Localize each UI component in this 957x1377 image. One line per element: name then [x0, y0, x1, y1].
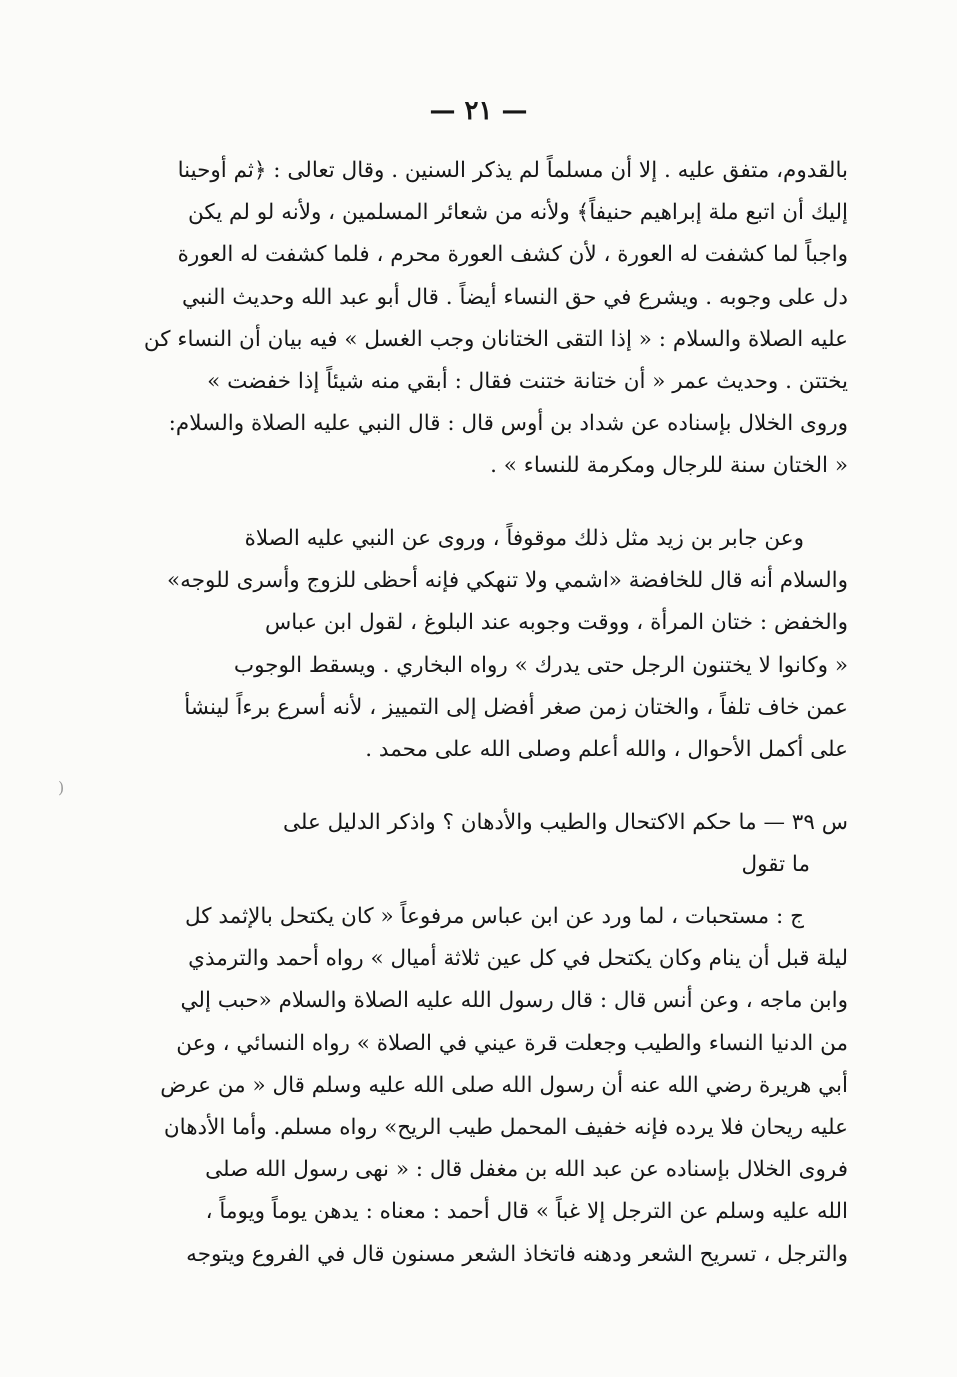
text-line: وابن ماجه ، وعن أنس قال : قال رسول الله عليه الصلاة والسلام «حبب إلي [180, 988, 848, 1014]
paragraph-2 [118, 518, 848, 771]
text-line: والترجل ، تسريح الشعر ودهنه فاتخاذ الشعر مسنون قال في الفروع ويتوجه [186, 1241, 848, 1267]
question-line: ما تقول [741, 852, 810, 878]
text-line: والسلام أنه قال للخافضة «اشمي ولا تنهكي فإنه أحظى للزوج وأسرى للوجه» [167, 568, 848, 594]
question-line: س ٣٩ — ما حكم الاكتحال والطيب والأدهان ؟ واذكر الدليل على [282, 810, 848, 835]
text-line: وروى الخلال بإسناده عن شداد بن أوس قال : قال النبي عليه الصلاة والسلام: [168, 411, 848, 437]
text-line: أبي هريرة رضي الله عنه أن رسول الله صلى الله عليه وسلم قال « من عرض [160, 1072, 848, 1098]
text-line: الله عليه وسلم عن الترجل إلا غباً » قال أحمد : معناه : يدهن يوماً ويوماً ، [205, 1199, 848, 1225]
margin-mark: ) [58, 778, 65, 797]
text-line: عليه الصلاة والسلام : « إذا التقى الختانان وجب الغسل » فيه بيان أن النساء كن [143, 326, 848, 352]
text-line: « وكانوا لا يختنون الرجل حتى يدرك » رواه البخاري . ويسقط الوجوب [233, 652, 848, 678]
question-39 [118, 802, 848, 886]
text-line: يختتن . وحديث عمر « أن ختانة ختنت فقال : أبقي منه شيئاً إذا خفضت » [207, 369, 848, 395]
text-line: « الختان سنة للرجال ومكرمة للنساء » . [490, 453, 848, 479]
text-line: واجباً لما كشفت له العورة ، لأن كشف العورة محرم ، فلما كشفت له العورة [177, 242, 848, 268]
text-line: بالقدوم، متفق عليه . إلا أن مسلماً لم يذكر السنين . وقال تعالى : ﴿ثم أوحينا [177, 158, 848, 183]
page-number: — ٢١ — [429, 96, 528, 126]
text-line: عمن خاف تلفاً ، والختان زمن صغر أفضل إلى التمييز ، لأنه أسرع برءاً لينشأ [184, 694, 848, 720]
text-line: إليك أن اتبع ملة إبراهيم حنيفاً﴾ ولأنه من شعائر المسلمين ، ولأنه لو لم يكن [187, 200, 848, 226]
text-line: دل على وجوبه . ويشرع في حق النساء أيضاً . قال أبو عبد الله وحديث النبي [182, 284, 848, 310]
text-line: فروى الخلال بإسناده عن عبد الله بن مغفل قال : « نهى رسول الله صلى [205, 1157, 848, 1183]
text-line: عليه ريحان فلا يرده فإنه خفيف المحمل طيب الريح» رواه مسلم. وأما الأدهان [163, 1115, 848, 1141]
text-line: ليلة قبل أن ينام وكان يكتحل في كل عين ثلاثة أميال » رواه أحمد والترمذي [188, 946, 848, 972]
text-line: على أكمل الأحوال ، والله أعلم وصلى الله على محمد . [365, 737, 848, 763]
text-line: وعن جابر بن زيد مثل ذلك موقوفاً ، وروى عن النبي عليه الصلاة [244, 526, 804, 551]
paragraph-1 [118, 150, 848, 488]
answer-paragraph [118, 896, 848, 1276]
text-line: ج : مستحبات ، لما ورد عن ابن عباس مرفوعاً « كان يكتحل بالإثمد كل [185, 904, 804, 929]
text-line: والخفض : ختان المرأة ، ووقت وجوبه عند البلوغ ، لقول ابن عباس [264, 610, 848, 636]
text-line: من الدنيا النساء والطيب وجعلت قرة عيني في الصلاة » رواه النسائي ، وعن [176, 1030, 848, 1056]
